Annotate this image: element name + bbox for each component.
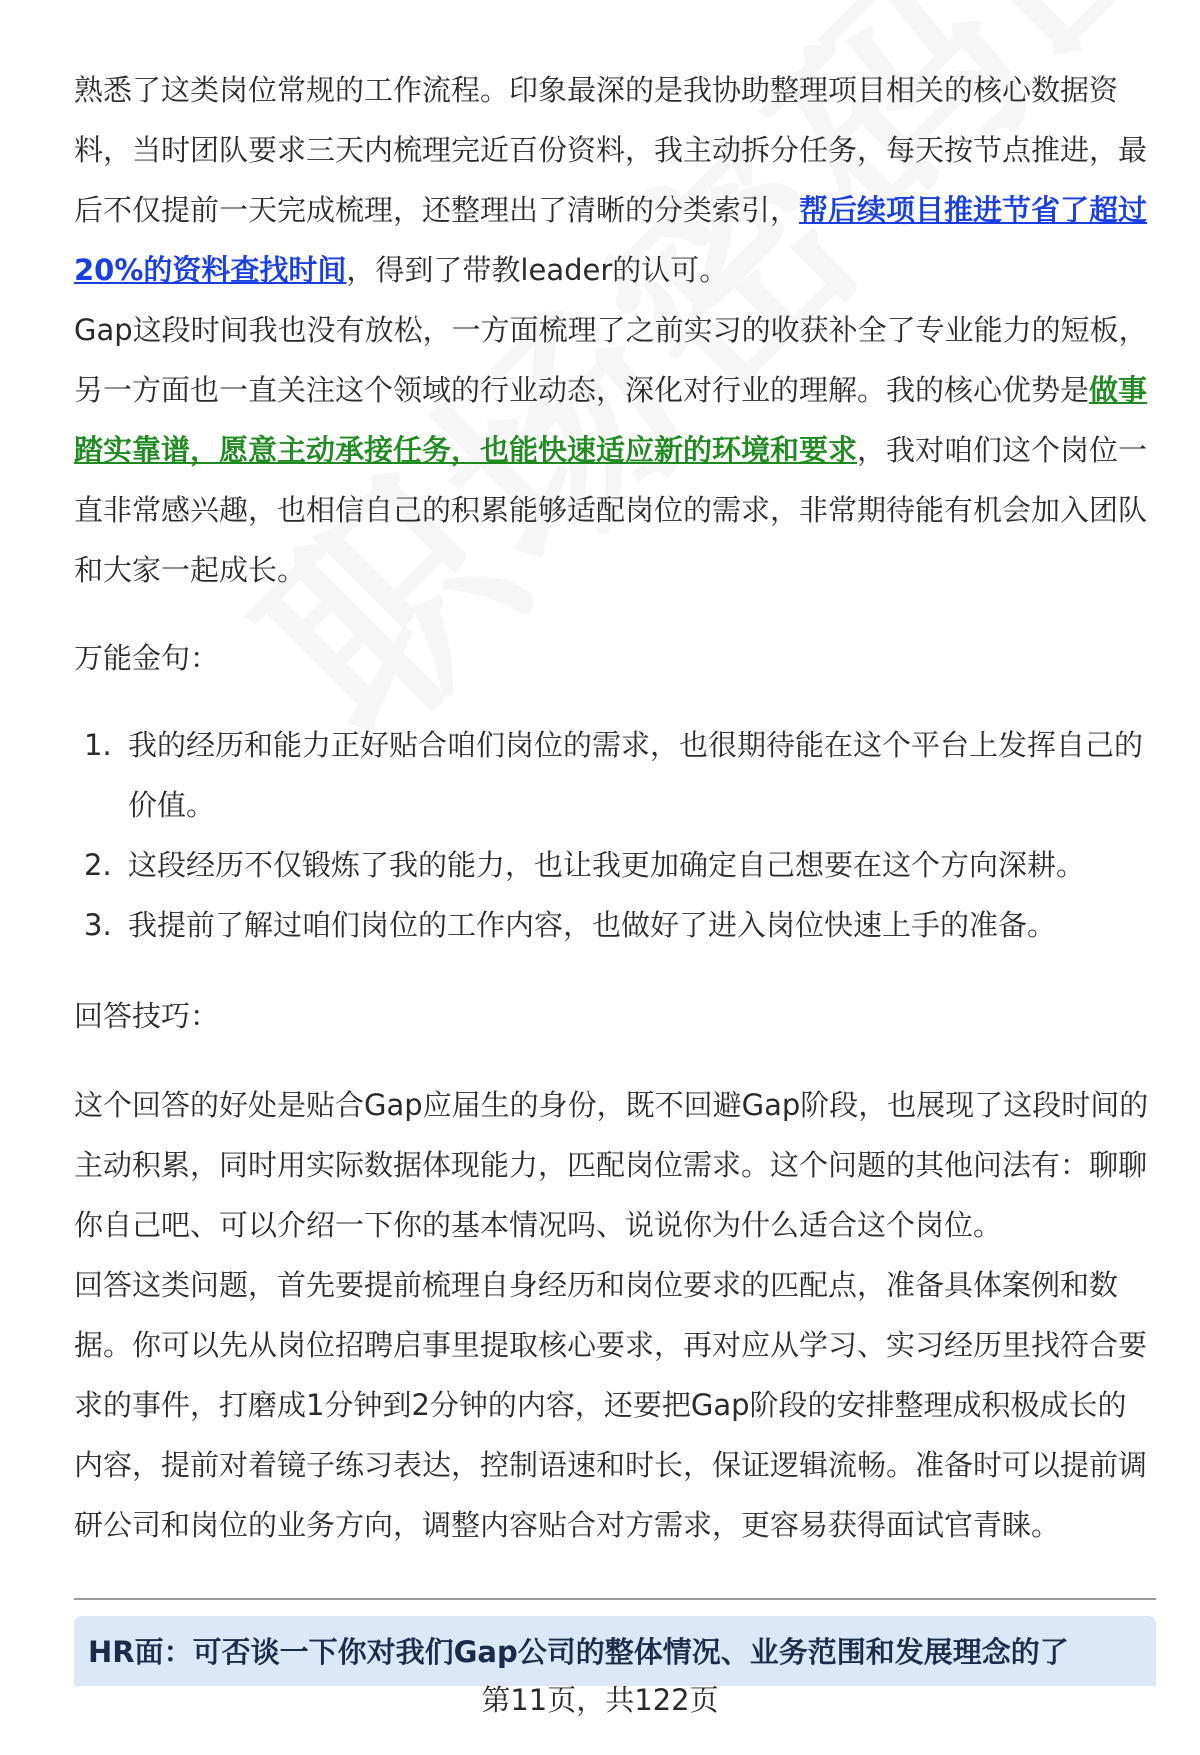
list-item-text: 我提前了解过咱们岗位的工作内容，也做好了进入岗位快速上手的准备。 (128, 908, 1057, 942)
list-item (74, 715, 1150, 835)
list-item-text: 我的经历和能力正好贴合咱们岗位的需求，也很期待能在这个平台上发挥自己的价值。 (128, 728, 1144, 822)
paragraph-gap-end: ，我对咱们这个岗位一直非常感兴趣，也相信自己的积累能够适配岗位的需求，非常期待能有机会加入团队和大家一起成长。 (74, 433, 1148, 587)
highlight-link-time-saved[interactable]: 帮后续项目推进节省了超过20%的资料查找时间 (74, 193, 1148, 287)
list-item (74, 895, 1150, 955)
list-item (74, 835, 1150, 895)
paragraph-gap (74, 300, 1150, 600)
golden-sentences-list (74, 715, 1150, 955)
paragraph-gap-text: Gap这段时间我也没有放松，一方面梳理了之前实习的收获补全了专业能力的短板，另一方面也一直关注这个领域的行业动态，深化对行业的理解。我的核心优势是 (74, 313, 1148, 407)
golden-sentences-label: 万能金句： (74, 641, 220, 675)
paragraph-experience-text: 熟悉了这类岗位常规的工作流程。印象最深的是我协助整理项目相关的核心数据资料，当时团队要求三天内梳理完近百份资料，我主动拆分任务，每天按节点推进，最后不仅提前一天完成梳理，还整理出了清晰的分类索引， (74, 73, 1148, 227)
paragraph-experience (74, 60, 1150, 300)
divider (74, 1598, 1156, 1600)
list-item-number: 2. (84, 848, 112, 882)
list-item-number: 3. (84, 908, 112, 942)
next-question-box (74, 1616, 1156, 1686)
next-question-title: HR面：可否谈一下你对我们Gap公司的整体情况、业务范围和发展理念的了 (88, 1635, 1069, 1669)
answer-tips-label: 回答技巧： (74, 999, 220, 1033)
list-item-number: 1. (84, 728, 112, 762)
highlight-core-strength: 做事踏实靠谱，愿意主动承接任务，也能快速适应新的环境和要求 (74, 373, 1148, 467)
list-item-text: 这段经历不仅锻炼了我的能力，也让我更加确定自己想要在这个方向深耕。 (128, 848, 1086, 882)
paragraph-tips-method: 回答这类问题，首先要提前梳理自身经历和岗位要求的匹配点，准备具体案例和数据。你可以先从岗位招聘启事里提取核心要求，再对应从学习、实习经历里找符合要求的事件，打磨成1分钟到2分钟的内容，还要把Gap阶段的安排整理成积极成长的内容，提前对着镜子练习表达，控制语速和时长，保证逻辑流畅。准备时可以提前调研公司和岗位的业务方向，调整内容贴合对方需求，更容易获得面试官青睐。 (74, 1268, 1148, 1542)
paragraph-tips-benefit: 这个回答的好处是贴合Gap应届生的身份，既不回避Gap阶段，也展现了这段时间的主动积累，同时用实际数据体现能力，匹配岗位需求。这个问题的其他问法有：聊聊你自己吧、可以介绍一下你的基本情况吗、说说你为什么适合这个岗位。 (74, 1088, 1149, 1242)
page-number: 第11页，共122页 (481, 1683, 719, 1717)
paragraph-experience-end: ，得到了带教leader的认可。 (346, 253, 729, 287)
